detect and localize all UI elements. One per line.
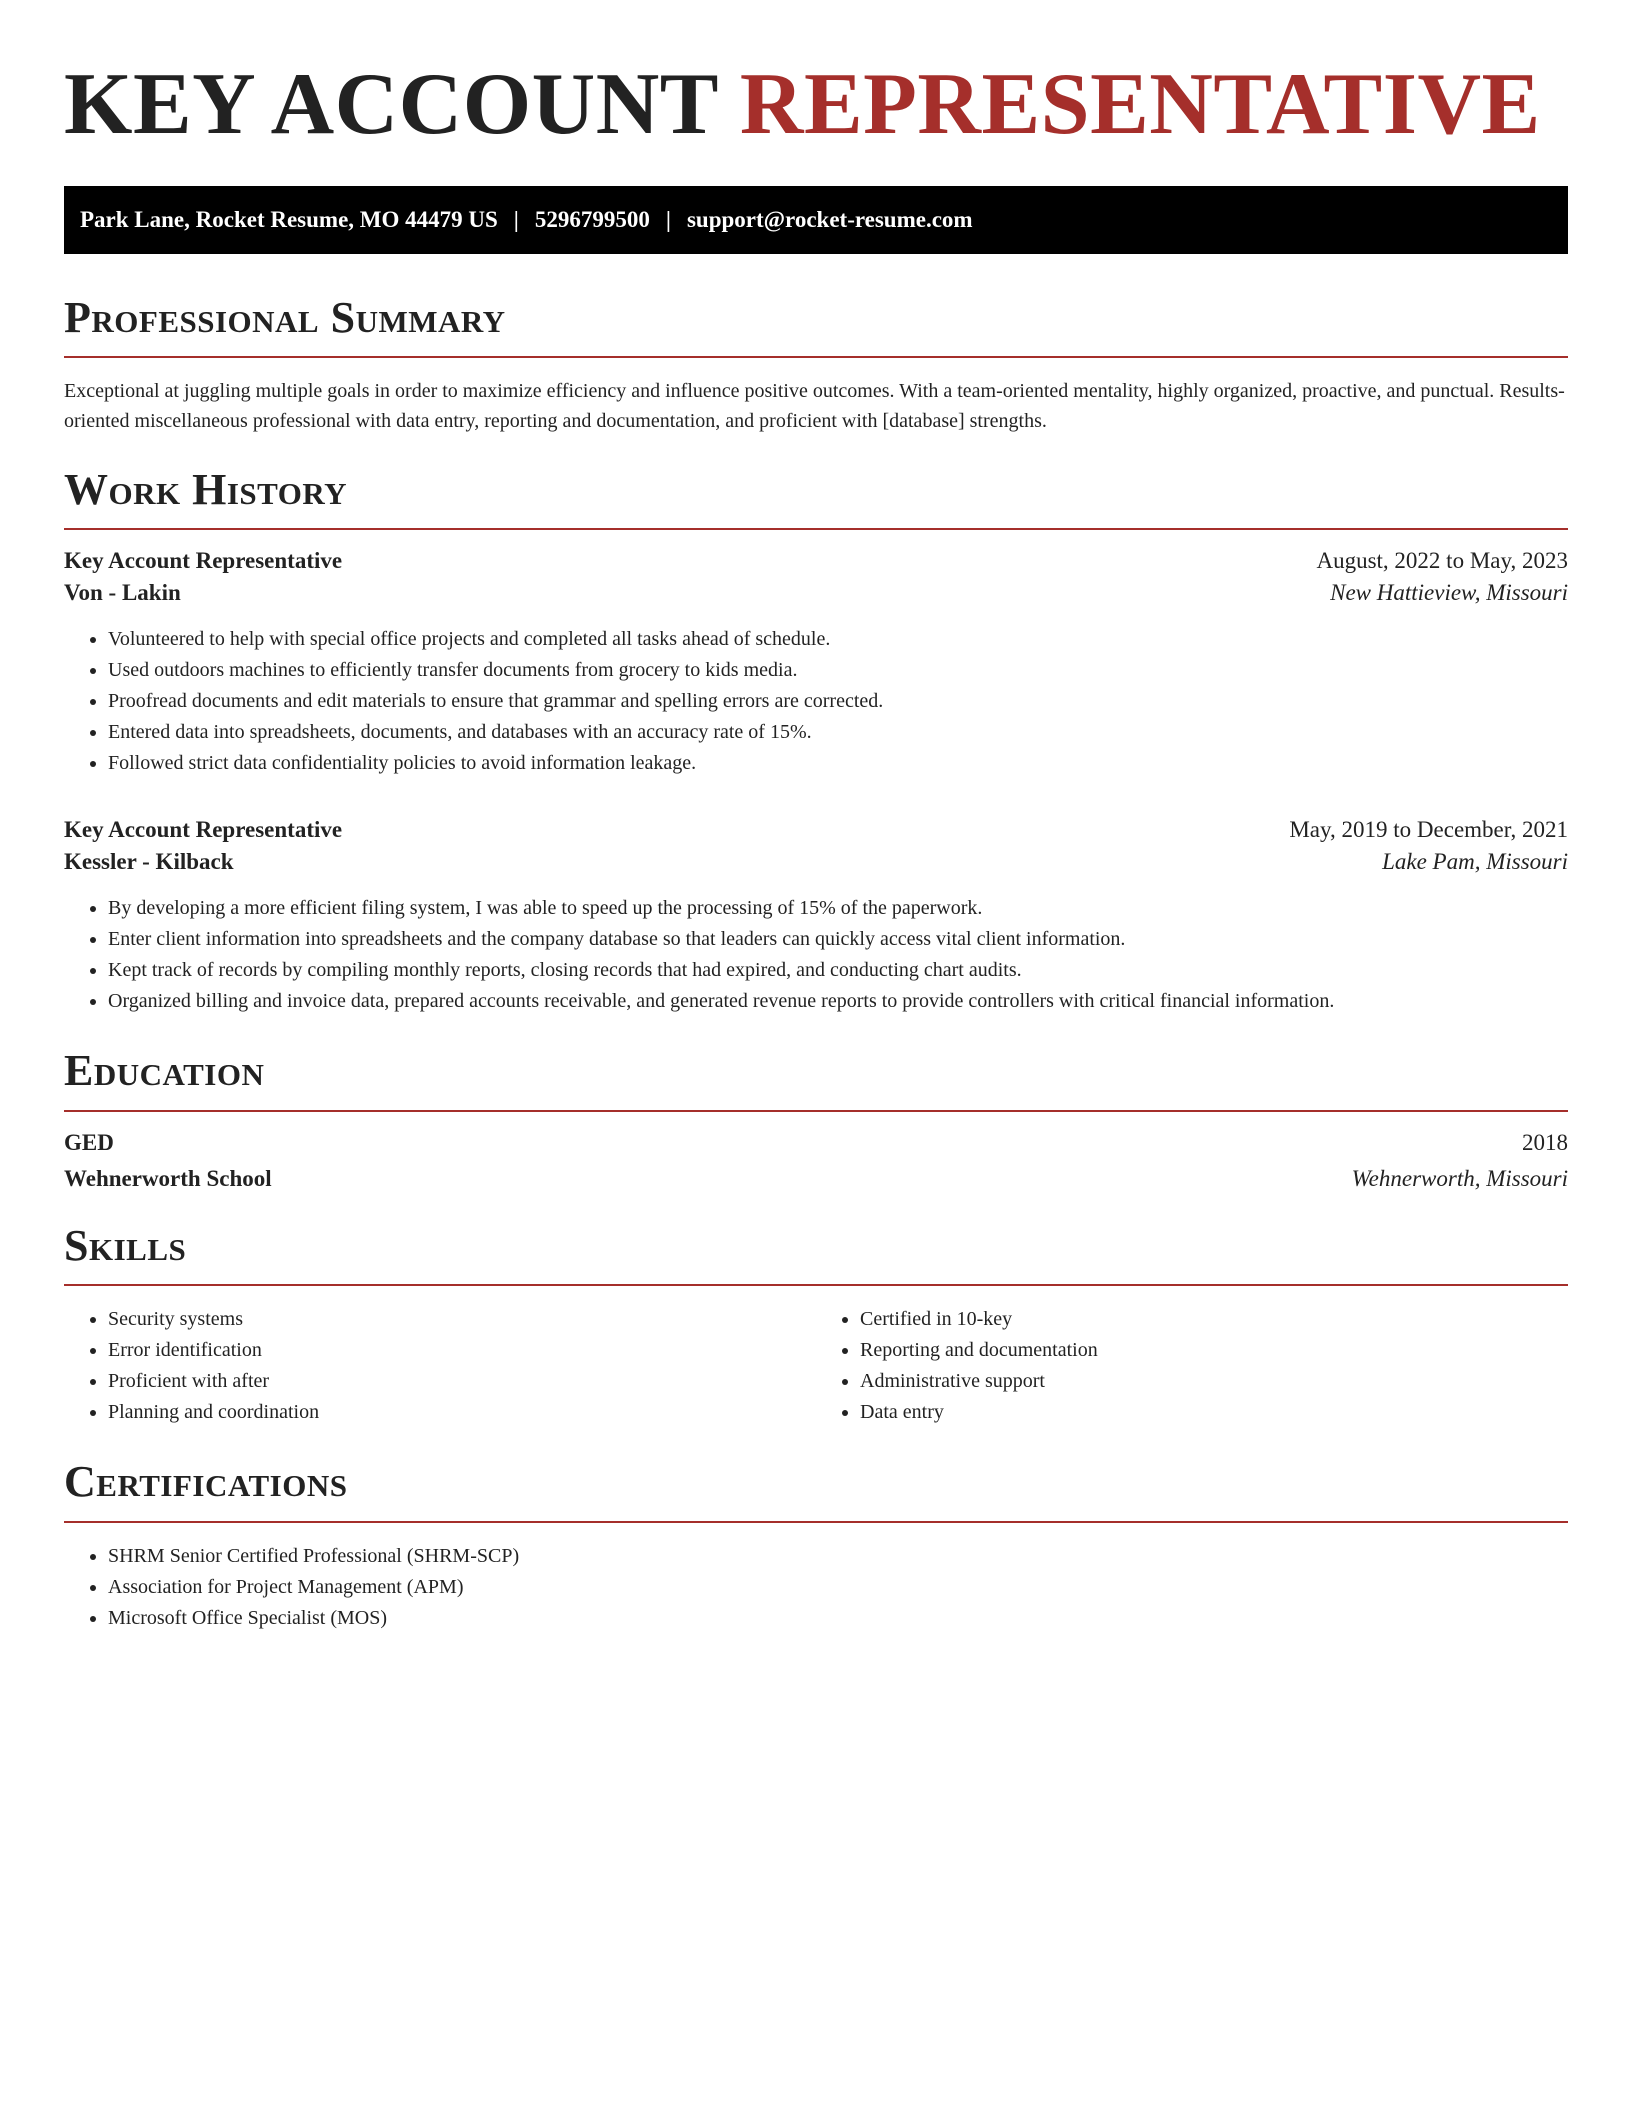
- skills-section: [64, 1222, 1568, 1428]
- job-bullets: [64, 624, 1568, 779]
- job-location: Lake Pam, Missouri: [1382, 849, 1568, 875]
- job-header-row: [64, 548, 1568, 574]
- list-item: • Enter client information into spreadsheets and the company database so that leaders can quickly access vital client information.: [108, 924, 1568, 955]
- job-company: Kessler - Kilback: [64, 849, 234, 875]
- certification-item: • Association for Project Management (APM): [108, 1572, 1568, 1603]
- job-title: Key Account Representative: [64, 817, 343, 843]
- skill-item: • Administrative support: [860, 1366, 1568, 1397]
- section-title-certifications: Certifications: [64, 1457, 348, 1507]
- job-dates: May, 2019 to December, 2021: [1289, 817, 1568, 843]
- skills-list-left: [64, 1304, 816, 1428]
- education-degree-row: [64, 1130, 1568, 1156]
- work-history-section: [64, 466, 1568, 1017]
- skill-item: • Certified in 10-key: [860, 1304, 1568, 1335]
- education-school: Wehnerworth School: [64, 1165, 272, 1191]
- certifications-section: [64, 1458, 1568, 1633]
- skills-list-right: [816, 1304, 1568, 1428]
- job-company: Von - Lakin: [64, 580, 181, 606]
- contact-separator: |: [513, 206, 519, 232]
- name-last: REPRESENTATIVE: [739, 56, 1541, 153]
- section-divider: [64, 356, 1568, 358]
- list-item: • Proofread documents and edit materials to ensure that grammar and spelling errors are corrected.: [108, 686, 1568, 717]
- section-divider: [64, 1110, 1568, 1112]
- job-entry: [64, 817, 1568, 1017]
- skills-columns: [64, 1304, 1568, 1428]
- certification-item: • Microsoft Office Specialist (MOS): [108, 1603, 1568, 1634]
- contact-phone: 5296799500: [534, 206, 650, 232]
- section-title-skills: Skills: [64, 1220, 187, 1270]
- skill-item: • Proficient with after: [108, 1366, 816, 1397]
- list-item: • Followed strict data confidentiality policies to avoid information leakage.: [108, 748, 1568, 779]
- education-year: 2018: [1522, 1129, 1568, 1155]
- job-company-row: [64, 849, 1568, 875]
- job-title: Key Account Representative: [64, 548, 343, 574]
- job-location: New Hattieview, Missouri: [1330, 580, 1568, 606]
- education-degree: GED: [64, 1129, 114, 1155]
- section-title-summary: Professional Summary: [64, 292, 506, 342]
- resume-name: [64, 52, 1568, 158]
- section-title-education: Education: [64, 1046, 265, 1096]
- section-divider: [64, 1284, 1568, 1286]
- skill-item: • Data entry: [860, 1397, 1568, 1428]
- job-company-row: [64, 580, 1568, 606]
- contact-bar: [64, 186, 1568, 254]
- name-first: KEY ACCOUNT: [64, 56, 718, 153]
- job-bullets: [64, 893, 1568, 1017]
- job-dates: August, 2022 to May, 2023: [1316, 548, 1568, 574]
- list-item: • Organized billing and invoice data, prepared accounts receivable, and generated revenue reports to provide controllers with critical financial information.: [108, 986, 1568, 1017]
- section-title-work-history: Work History: [64, 464, 348, 514]
- contact-address: Park Lane, Rocket Resume, MO 44479 US: [80, 206, 498, 232]
- certifications-list: [64, 1541, 1568, 1634]
- list-item: • Entered data into spreadsheets, documents, and databases with an accuracy rate of 15%.: [108, 717, 1568, 748]
- list-item: • Volunteered to help with special office projects and completed all tasks ahead of schedule.: [108, 624, 1568, 655]
- certification-item: • SHRM Senior Certified Professional (SHRM-SCP): [108, 1541, 1568, 1572]
- education-location: Wehnerworth, Missouri: [1351, 1165, 1568, 1191]
- list-item: • By developing a more efficient filing system, I was able to speed up the processing of 15% of the paperwork.: [108, 893, 1568, 924]
- section-divider: [64, 1521, 1568, 1523]
- skill-item: • Reporting and documentation: [860, 1335, 1568, 1366]
- skill-item: • Planning and coordination: [108, 1397, 816, 1428]
- education-section: [64, 1047, 1568, 1191]
- summary-section: [64, 294, 1568, 436]
- list-item: • Used outdoors machines to efficiently transfer documents from grocery to kids media.: [108, 655, 1568, 686]
- job-entry: [64, 548, 1568, 779]
- contact-email: support@rocket-resume.com: [686, 206, 973, 232]
- job-header-row: [64, 817, 1568, 843]
- skill-item: • Security systems: [108, 1304, 816, 1335]
- skill-item: • Error identification: [108, 1335, 816, 1366]
- summary-text: Exceptional at juggling multiple goals in order to maximize efficiency and influence positive outcomes. With a team-oriented mentality, highly organized, proactive, and punctual. Results-oriented miscellaneous professional with data entry, reporting and documentation, and proficient with [database] strengths.: [64, 379, 1565, 432]
- section-divider: [64, 528, 1568, 530]
- education-school-row: [64, 1166, 1568, 1192]
- list-item: • Kept track of records by compiling monthly reports, closing records that had expired, and conducting chart audits.: [108, 955, 1568, 986]
- contact-separator: |: [665, 206, 671, 232]
